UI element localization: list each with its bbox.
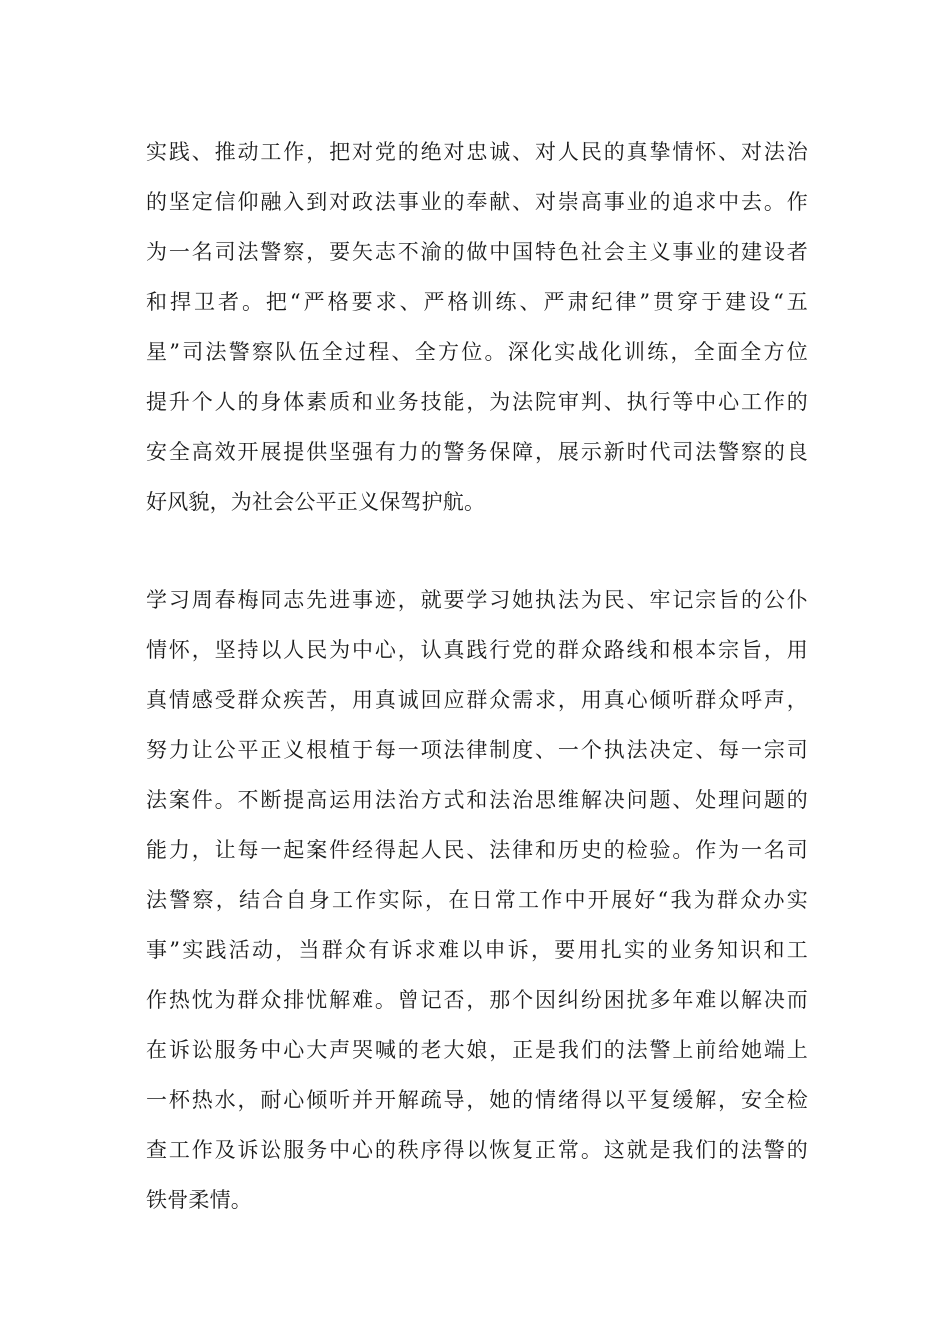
- paragraph-line: 和捍卫者。把“严格要求、严格训练、严肃纪律”贯穿于建设“五: [146, 290, 808, 314]
- paragraph-line: 为一名司法警察，要矢志不渝的做中国特色社会主义事业的建设者: [146, 240, 808, 264]
- paragraph-line: 能力，让每一起案件经得起人民、法律和历史的检验。作为一名司: [146, 838, 808, 862]
- paragraph-line: 好风貌，为社会公平正义保驾护航。: [146, 490, 486, 514]
- paragraph-line: 安全高效开展提供坚强有力的警务保障，展示新时代司法警察的良: [146, 440, 808, 464]
- paragraph-line: 事”实践活动，当群众有诉求难以申诉，要用扎实的业务知识和工: [146, 938, 808, 962]
- paragraph-line: 在诉讼服务中心大声哭喊的老大娘，正是我们的法警上前给她端上: [146, 1038, 808, 1062]
- paragraph-2: [146, 575, 808, 1225]
- paragraph-line: 学习周春梅同志先进事迹，就要学习她执法为民、牢记宗旨的公仆: [146, 588, 808, 612]
- paragraph-line: 实践、推动工作，把对党的绝对忠诚、对人民的真挚情怀、对法治: [146, 140, 808, 164]
- paragraph-line: 一杯热水，耐心倾听并开解疏导，她的情绪得以平复缓解，安全检: [146, 1088, 808, 1112]
- paragraph-1: [146, 127, 808, 527]
- paragraph-line: 的坚定信仰融入到对政法事业的奉献、对崇高事业的追求中去。作: [146, 190, 808, 214]
- paragraph-line: 法警察，结合自身工作实际，在日常工作中开展好“我为群众办实: [146, 888, 808, 912]
- paragraph-line: 努力让公平正义根植于每一项法律制度、一个执法决定、每一宗司: [146, 738, 808, 762]
- paragraph-line: 查工作及诉讼服务中心的秩序得以恢复正常。这就是我们的法警的: [146, 1138, 808, 1162]
- paragraph-line: 作热忱为群众排忧解难。曾记否，那个因纠纷困扰多年难以解决而: [146, 988, 808, 1012]
- paragraph-line: 提升个人的身体素质和业务技能，为法院审判、执行等中心工作的: [146, 390, 808, 414]
- paragraph-line: 星”司法警察队伍全过程、全方位。深化实战化训练，全面全方位: [146, 340, 808, 364]
- paragraph-line: 铁骨柔情。: [146, 1188, 252, 1212]
- paragraph-line: 情怀，坚持以人民为中心，认真践行党的群众路线和根本宗旨，用: [146, 638, 808, 662]
- paragraph-line: 法案件。不断提高运用法治方式和法治思维解决问题、处理问题的: [146, 788, 808, 812]
- paragraph-line: 真情感受群众疾苦，用真诚回应群众需求，用真心倾听群众呼声，: [146, 688, 808, 712]
